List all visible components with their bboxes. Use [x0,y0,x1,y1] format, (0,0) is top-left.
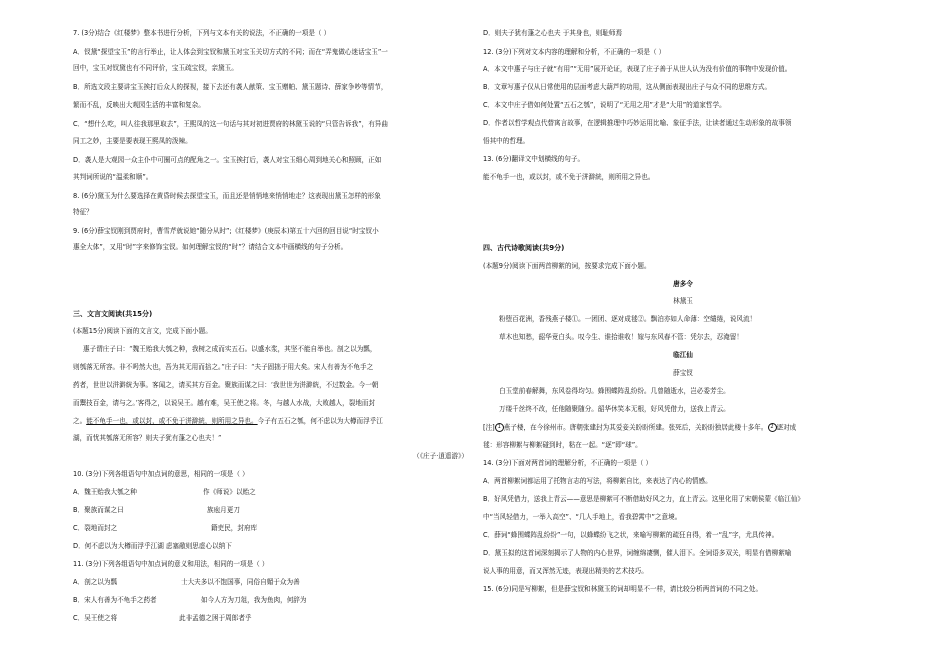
passage-line-5 [73,417,383,426]
q12-option-d-cont: 悟其中的哲理。 [483,137,530,145]
q12-option-c: C．本文中庄子借如何处置“五石之瓠”，说明了“无用之用”才是“大用”的道家哲学。 [483,101,726,109]
q10-option-a: A．魏王贻我大瓠之种 [73,488,137,496]
q11-option-b-pair: 如今人方为刀俎，我为鱼肉，何辞为 [201,596,307,604]
q7-option-d: D．袭人是大观园一众主仆中可圈可点的配角之一。宝玉挨打后，袭人对宝玉细心周到地关心和照顾，正如 [73,156,382,164]
poem-1-title: 唐多令 [673,280,693,288]
note-1-text: 燕子楼，在今徐州市。唐朝张建封为其爱妾关盼盼所建。张死后，关盼盼独居此楼十多年。 [503,423,768,432]
q11-option-d: D．则夫子犹有蓬之心也夫 于其身也，则耻师焉 [483,29,623,37]
q10-option-b-pair: 族庖月更刀 [207,506,240,514]
poem-note-cont: 毬：形容柳絮与柳絮碰到时，粘在一起。“逐”即“球”。 [483,441,642,449]
q7-option-d-cont: 其判词所说的“温柔和顺”。 [73,173,153,181]
q13-sentence: 能不龟手一也，或以封，或不免于洴澼絖，则所用之异也。 [483,173,655,181]
q7-option-b: B．所选文段主要讲宝玉挨打后众人的探视，接下去还有袭人献策、宝玉赠帕、黛玉题诗、薛家争吵等情节， [73,83,388,91]
poem-note [483,423,796,432]
q8-stem-cont: 特征？ [73,208,93,216]
section-3-title: 三、文言文阅读(共15分) [73,310,153,318]
q10-option-c: C．裂地而封之 [73,524,118,532]
q7-option-c-cont: 同工之妙，主要是要表现王熙凤的泼辣。 [73,137,192,145]
q13-stem: 13. (6分)翻译文中划横线的句子。 [483,155,585,163]
poem-1-author: 林黛玉 [673,297,693,305]
q10-option-c-pair: 籍吏民，封府库 [211,524,258,532]
poem-2-author: 薛宝钗 [673,369,693,377]
q7-option-a: A．钗黛“探望宝玉”的言行举止，让人体会到宝钗和黛玉对宝玉关切方式的不同；而在“弄鬼做心迷话宝玉”一 [73,48,388,56]
passage-line-5-start: 之。 [73,417,87,425]
q7-option-c: C．“想什么吃，叫人往我那里取去”，王熙凤的这一句话与其对初进贾府的林黛玉说的“只管告诉我”，有异曲 [73,120,388,128]
passage-line-1: 惠子谓庄子曰：“魏王贻我大瓠之种，我树之成而实五石。以盛水浆，其坚不能自举也。剖之以为瓢， [83,345,377,353]
poem-2-line-1: 白玉堂前春解舞，东风卷得均匀。蜂围蝶阵乱纷纷。几曾随逝水，岂必委芳尘。 [499,387,730,395]
poem-2-line-2: 万缕千丝终不改，任他随聚随分。韶华休笑本无根，好风凭借力，送我上青云。 [499,405,730,413]
q7-option-a-cont: 回中，宝玉对钗黛也有不同评价，宝玉疏宝钗，亲黛玉。 [73,64,238,72]
section-4-title: 四、古代诗歌阅读(共9分) [483,244,565,252]
q11-option-c-pair: 此非孟德之困于周郎者乎 [179,614,252,622]
q14-stem: 14. (3分)下面对两首词的理解分析，不正确的一项是（ ） [483,459,653,467]
underlined-sentence: 能不龟手一也，或以封，或不免于洴澼絖，则所用之异也。 [86,417,258,425]
q8-stem: 8. (6分)黛玉为什么要选择在黄昏时候去探望宝玉，而且还是悄悄地来悄悄地走？这表现出黛玉怎样的形象 [73,192,381,200]
section-3-intro: (本题15分)阅读下面的文言文，完成下面小题。 [73,327,212,335]
note-2-text: 逐对成 [776,423,797,432]
q10-option-d: D．何不虑以为大樽而浮乎江湖 虑塞敝则思虚心以纳下 [73,542,232,550]
q11-option-b: B．宋人有善为不龟手之药者 [73,596,157,604]
q12-option-b: B．文章写惠子仅从日常使用的层面考虑大葫芦的功用，这从侧面表现出庄子与众不同的思维方式。 [483,83,772,91]
q9-stem: 9. (6分)薛宝钗刚到贾府时，曹雪芹就说她“随分从时”;《红楼梦》(庚辰本)第五十六回的回目说“时宝钗小 [73,227,379,235]
note-label: [注] [483,423,495,432]
poem-1-line-1: 粉堕百花洲，香残燕子楼①。一团团、逐对成毬②。飘泊亦如人命薄：空缱绻，说风流！ [499,315,757,323]
passage-line-2: 则瓠落无所容。非不呺然大也，吾为其无用而掊之。”庄子曰：“夫子固拙于用大矣。宋人有善为不龟手之 [73,363,374,371]
q10-stem: 10. (3分)下列各组语句中加点词的意思，相同的一项是（ ） [73,470,249,478]
q7-stem: 7. (3分)结合《红楼梦》整本书进行分析，下列与文本有关的说法，不正确的一项是（ ） [73,29,331,37]
note-1-marker: 1 [495,423,504,432]
passage-line-3: 药者，世世以洴澼絖为事。客闻之，请买其方百金。聚族而谋之曰：‘我世世为洴澼絖，不过数金。今一朝 [73,381,379,389]
passage-line-5-end: 今子有五石之瓠，何不虑以为大樽而浮乎江 [257,417,383,425]
q14-option-d-cont: 说人事的用意，而又浑然无迹，表现出精美的艺术技巧。 [483,567,648,575]
q12-option-a: A．本文中惠子与庄子就“有用”“无用”展开论证，表现了庄子善于从世人认为没有价值的事物中发现价值。 [483,65,792,73]
q11-option-c: C．吴王使之将 [73,614,118,622]
q14-option-c: C．薛词“蜂围蝶阵乱纷纷”一句，以蜂蝶纷飞之状，来喻写柳絮的疏狂自得，着一“乱”字，尤具传神。 [483,531,779,539]
q12-stem: 12. (3分)下列对文本内容的理解和分析，不正确的一项是（ ） [483,48,666,56]
q10-option-b: B．聚族而谋之曰 [73,506,124,514]
poem-2-title: 临江仙 [673,351,693,359]
q11-stem: 11. (3分)下列各组语句中加点词的意义和用法，相同的一项是（ ） [73,560,269,568]
q14-option-d: D．黛玉拟的这首词深刻揭示了人物的内心世界，词缠绵凄恻，催人泪下。全词语多双关，明显有借柳絮喻 [483,549,792,557]
q7-option-b-cont: 繁而不乱，反映出大观园生活的丰富和复杂。 [73,101,205,109]
passage-line-6: 湖，而忧其瓠落无所容？则夫子犹有蓬之心也夫！” [73,434,222,442]
q15-stem: 15. (6分)同是写柳絮，但是薛宝钗和林黛玉的词却明显不一样，请比较分析两首词的不同之处。 [483,585,763,593]
q11-option-a-pair: 士大夫多以不饱国事，同俗自媚于众为善 [181,578,300,586]
q11-option-a: A．剖之以为瓢 [73,578,118,586]
q12-option-d: D．作者以哲学观点代替寓言故事，在逻辑推理中巧妙运用比喻、象征手法，让读者通过生动形象的故事领 [483,119,792,127]
note-2-marker: 2 [768,423,777,432]
poem-1-line-2: 草木也知愁，韶华竟白头。叹今生、谁拾谁收！嫁与东风春不管：凭尔去，忍淹留！ [499,333,743,341]
q14-option-b-cont: 中“当风轻借力，一举入高空”、“几人手地上，看我碧霄中”之意境。 [483,513,682,521]
passage-line-4: 而鬻技百金，请与之。’客得之，以说吴王。越有难，吴王使之将。冬，与越人水战，大败越人，裂地而封 [73,399,376,407]
q9-stem-cont: 惠全大体”，又用“时”字来修饰宝钗。如何理解宝钗的“时”？请结合文本中画横线的句子分析。 [73,243,348,251]
passage-source: （《庄子·逍遥游》） [413,452,468,460]
q10-option-a-pair: 作《师说》以贻之 [203,488,256,496]
q14-option-a: A．两首柳絮词都运用了托物言志的写法，将柳絮自比，来表达了内心的情感。 [483,477,712,485]
q14-option-b: B．好风凭借力，送我上青云——意思是柳絮可不断借助好风之力，直上青云。这里化用了宋朝侯蒙《临江仙》 [483,495,805,503]
section-4-intro: (本题9分)阅读下面两首柳絮的词，按要求完成下面小题。 [483,262,651,270]
